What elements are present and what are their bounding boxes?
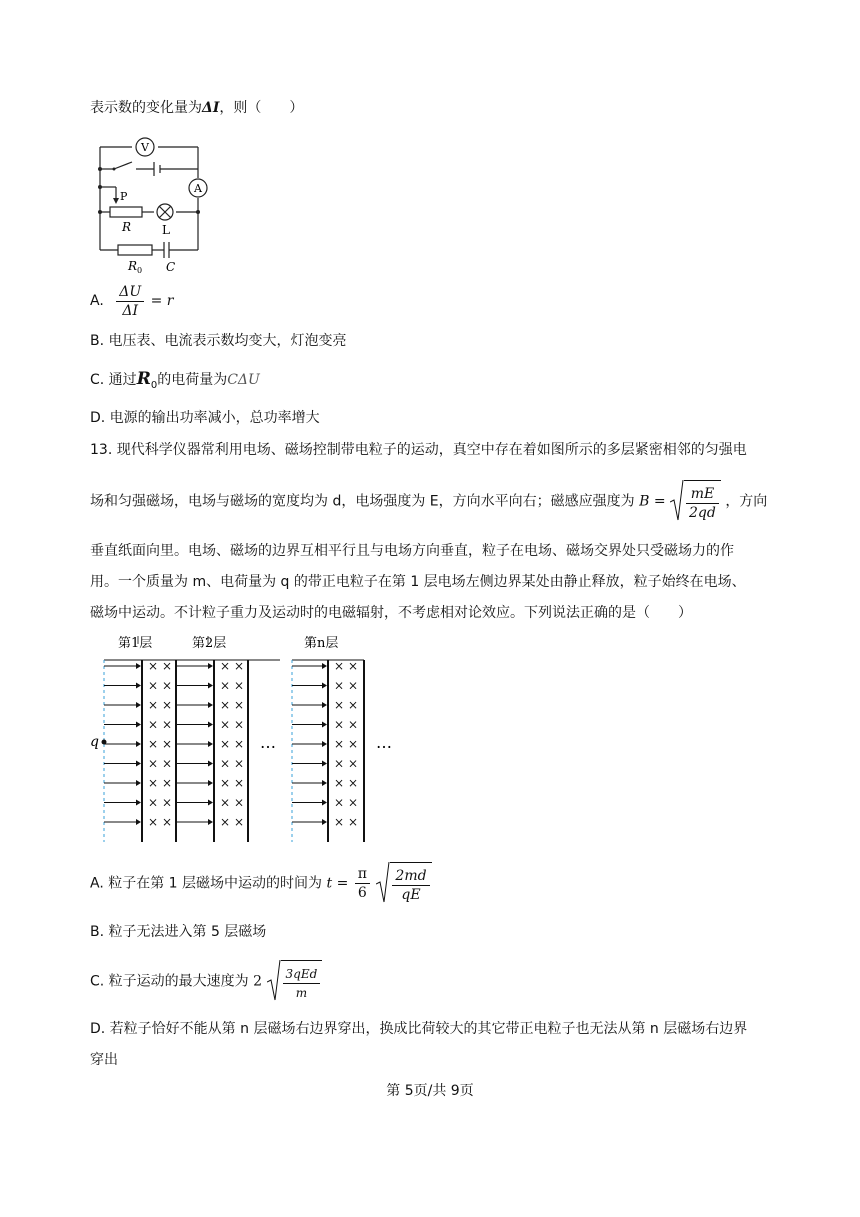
efield-arrowhead <box>208 800 213 806</box>
bfield-cross: × <box>348 678 359 693</box>
q12-option-c <box>90 369 260 396</box>
bfield-cross: × <box>348 698 359 712</box>
q13-B-symbol: B = <box>639 493 666 510</box>
bfield-cross: × <box>234 698 245 712</box>
q13-option-a-t: t = <box>326 875 349 892</box>
bfield-cross: × <box>162 717 173 732</box>
layer2-label: 第2层 <box>192 636 227 651</box>
q12-option-a <box>90 281 173 321</box>
layern-label: 第n层 <box>304 636 339 651</box>
fraction-denominator: 6 <box>357 885 367 901</box>
q13-line5: 磁场中运动。不计粒子重力及运动时的电磁辐射，不考虑相对论效应。下列说法正确的是（ ） <box>90 605 692 621</box>
bfield-cross: × <box>234 678 245 693</box>
efield-arrowhead <box>208 741 213 747</box>
bfield-cross: × <box>220 776 231 790</box>
efield-arrowhead <box>322 741 327 747</box>
fraction-denominator: qE <box>401 886 421 903</box>
charge-label: q <box>90 734 99 750</box>
fraction-denominator: 2qd <box>689 504 716 521</box>
fraction-numerator: ΔU <box>116 283 144 302</box>
fraction-numerator: mE <box>686 485 719 504</box>
q12-option-a-rhs: = r <box>150 293 174 309</box>
ammeter-label: A <box>194 182 202 195</box>
bfield-cross: × <box>162 776 173 790</box>
bfield-cross: × <box>220 659 231 673</box>
efield-arrowhead <box>208 761 213 767</box>
q12-option-c-symbol: R <box>136 369 151 389</box>
ellipsis-2: … <box>376 733 392 752</box>
efield-arrowhead <box>322 780 327 786</box>
q13-option-c <box>90 960 322 1003</box>
bfield-cross: × <box>348 659 359 673</box>
q13-line2 <box>90 480 767 523</box>
capacitor-label: C <box>166 260 176 274</box>
bfield-cross: × <box>234 737 245 751</box>
field-layers-diagram <box>88 628 408 848</box>
q13-line3: 垂直纸面向里。电场、磁场的边界互相平行且与电场方向垂直，粒子在电场、磁场交界处只受磁场力的作 <box>90 543 734 559</box>
bfield-cross: × <box>234 659 245 673</box>
ellipsis-1: … <box>260 733 276 752</box>
bfield-cross: × <box>148 659 159 673</box>
bfield-cross: × <box>148 756 159 771</box>
bfield-cross: × <box>334 815 345 829</box>
bfield-cross: × <box>148 717 159 732</box>
bfield-cross: × <box>220 678 231 693</box>
efield-arrowhead <box>136 780 141 786</box>
charge-dot <box>102 740 107 745</box>
q13-B-sqrt <box>670 480 721 523</box>
fraction-numerator: π <box>355 865 370 884</box>
efield-arrowhead <box>136 800 141 806</box>
q13-option-a <box>90 862 432 905</box>
bfield-cross: × <box>234 815 245 829</box>
bfield-cross: × <box>148 737 159 751</box>
efield-arrowhead <box>208 683 213 689</box>
bfield-cross: × <box>148 815 159 829</box>
efield-arrowhead <box>136 663 141 669</box>
slider-label: P <box>120 190 128 203</box>
efield-arrowhead <box>136 761 141 767</box>
efield-arrowhead <box>208 702 213 708</box>
q12-option-c-mid: 的电荷量为 <box>157 372 228 388</box>
bfield-cross: × <box>234 795 245 810</box>
efield-arrowhead <box>322 800 327 806</box>
layer1-label: 第1层 <box>118 636 153 651</box>
q12-intro-text: 表示数的变化量为 <box>90 100 202 116</box>
q13-option-d-line1: D. 若粒子恰好不能从第 n 层磁场右边界穿出，换成比荷较大的其它带正电粒子也无法从第 n 层磁场右边界 <box>90 1021 748 1037</box>
bfield-cross: × <box>162 756 173 771</box>
q12-option-c-sub: 0 <box>150 379 158 391</box>
q12-option-b: B. 电压表、电流表示数均变大，灯泡变亮 <box>90 333 347 349</box>
q13-option-d-line2: 穿出 <box>90 1052 118 1068</box>
bfield-cross: × <box>162 737 173 751</box>
q12-option-a-fraction <box>116 283 144 320</box>
q13-option-a-sqrt <box>376 862 431 905</box>
efield-arrowhead <box>136 722 141 728</box>
bfield-cross: × <box>220 795 231 810</box>
q12-intro-tail: ，则（ ） <box>219 100 304 116</box>
efield-arrowhead <box>136 741 141 747</box>
fraction-denominator: ΔI <box>122 302 139 319</box>
efield-arrowhead <box>208 722 213 728</box>
bfield-cross: × <box>162 698 173 712</box>
bfield-cross: × <box>148 795 159 810</box>
page-footer: 第 5页/共 9页 <box>386 1083 474 1099</box>
bfield-cross: × <box>220 815 231 829</box>
efield-arrowhead <box>322 663 327 669</box>
bfield-cross: × <box>348 776 359 790</box>
bfield-cross: × <box>348 737 359 751</box>
bfield-cross: × <box>234 756 245 771</box>
resistor-sub: 0 <box>137 266 143 275</box>
bfield-cross: × <box>348 815 359 829</box>
bfield-cross: × <box>234 776 245 790</box>
voltmeter-label: V <box>141 141 149 154</box>
fraction-denominator: m <box>295 985 308 1000</box>
efield-arrowhead <box>322 722 327 728</box>
efield-arrowhead <box>208 663 213 669</box>
bfield-cross: × <box>334 717 345 732</box>
fraction-numerator: 2md <box>392 867 429 886</box>
bfield-cross: × <box>162 795 173 810</box>
circuit-diagram <box>92 132 212 277</box>
efield-arrowhead <box>208 780 213 786</box>
bfield-cross: × <box>348 756 359 771</box>
q13-line4: 用。一个质量为 m、电荷量为 q 的带正电粒子在第 1 层电场左侧边界某处由静止释放，粒子始终在电场、 <box>90 574 746 590</box>
bfield-cross: × <box>334 659 345 673</box>
bfield-cross: × <box>220 737 231 751</box>
efield-arrowhead <box>136 819 141 825</box>
fraction-numerator: 3qEd <box>283 965 321 984</box>
q12-option-c-pre: C. 通过 <box>90 372 137 388</box>
bfield-cross: × <box>334 698 345 712</box>
bfield-cross: × <box>220 717 231 732</box>
efield-arrowhead <box>136 702 141 708</box>
q13-line2-post: ，方向 <box>725 493 768 510</box>
rheostat-label: R <box>122 220 132 234</box>
bfield-cross: × <box>334 756 345 771</box>
bfield-cross: × <box>148 678 159 693</box>
lamp-label: L <box>162 223 170 237</box>
efield-arrowhead <box>322 702 327 708</box>
bfield-cross: × <box>220 698 231 712</box>
bfield-cross: × <box>334 678 345 693</box>
q12-option-c-value: CΔU <box>227 372 260 388</box>
bfield-cross: × <box>220 756 231 771</box>
bfield-cross: × <box>234 717 245 732</box>
q13-option-c-sqrt <box>267 960 323 1003</box>
q13-line1: 13. 现代科学仪器常利用电场、磁场控制带电粒子的运动，真空中存在着如图所示的多层紧密相邻的匀强电 <box>90 442 747 458</box>
bfield-cross: × <box>334 776 345 790</box>
q12-option-d: D. 电源的输出功率减小，总功率增大 <box>90 410 320 426</box>
resistor-label: R <box>128 259 138 273</box>
bfield-cross: × <box>162 815 173 829</box>
bfield-cross: × <box>348 717 359 732</box>
bfield-cross: × <box>148 698 159 712</box>
q13-option-a-pre: A. 粒子在第 1 层磁场中运动的时间为 <box>90 875 323 892</box>
bfield-cross: × <box>148 776 159 790</box>
q12-option-a-label: A. <box>90 293 104 309</box>
efield-arrowhead <box>322 819 327 825</box>
bfield-cross: × <box>348 795 359 810</box>
efield-arrowhead <box>136 683 141 689</box>
q13-line2-pre: 场和匀强磁场，电场与磁场的宽度均为 d，电场强度为 E，方向水平向右；磁感应强度为 <box>90 493 635 510</box>
bfield-cross: × <box>334 737 345 751</box>
q13-option-c-coef: 2 <box>253 973 263 990</box>
efield-arrowhead <box>322 761 327 767</box>
q12-intro <box>90 98 303 118</box>
q13-option-c-pre: C. 粒子运动的最大速度为 <box>90 973 249 990</box>
bfield-cross: × <box>334 795 345 810</box>
bfield-cross: × <box>162 659 173 673</box>
bfield-cross: × <box>162 678 173 693</box>
q12-intro-symbol: ΔI <box>202 100 220 116</box>
q13-option-b: B. 粒子无法进入第 5 层磁场 <box>90 924 267 940</box>
efield-arrowhead <box>208 819 213 825</box>
efield-arrowhead <box>322 683 327 689</box>
